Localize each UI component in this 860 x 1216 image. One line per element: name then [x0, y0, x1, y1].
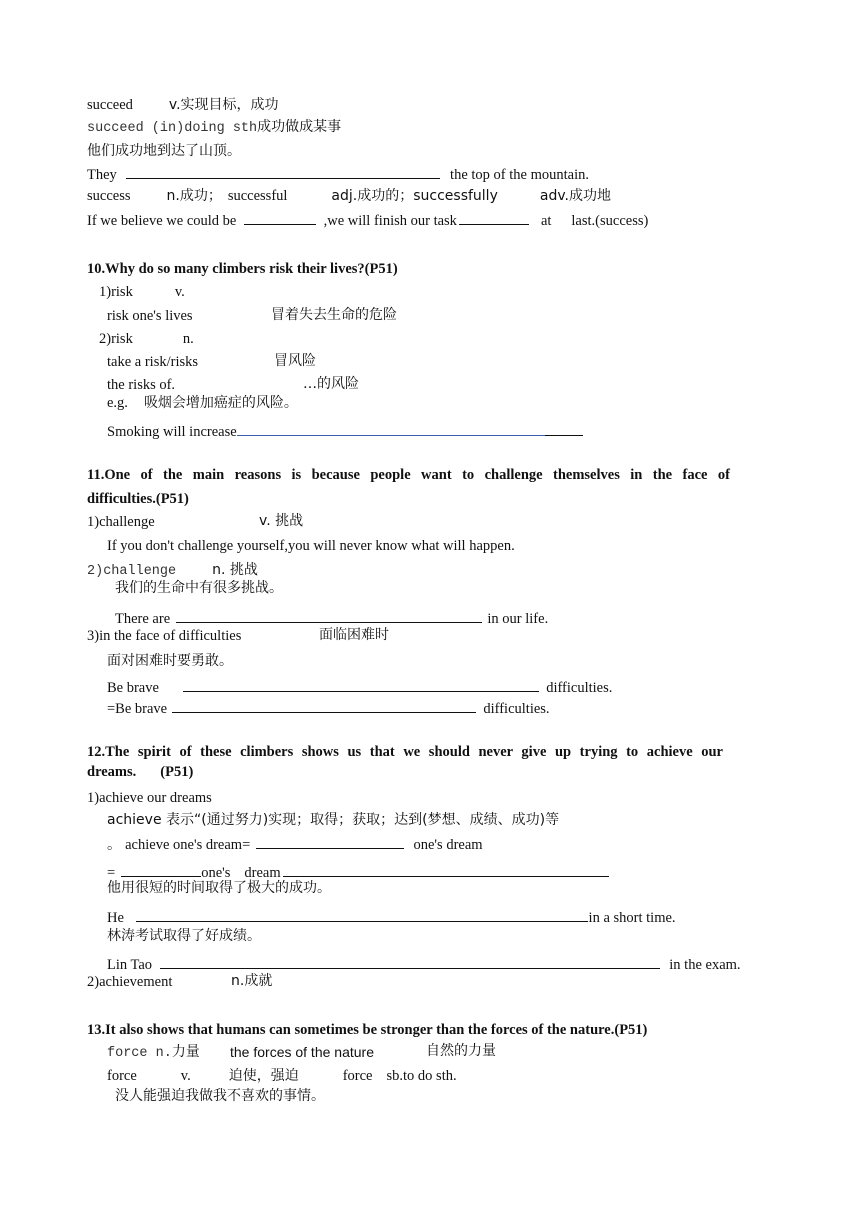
def-succeed-in: 成功做成某事 [257, 119, 342, 135]
text-in-the-exam: in the exam. [669, 957, 741, 973]
def-forces-of-nature: 自然的力量 [426, 1043, 496, 1059]
answer-blank[interactable] [237, 421, 545, 436]
pattern-sb-to-do-sth: sb.to do sth. [386, 1068, 457, 1084]
item-achievement [87, 973, 172, 991]
word-force-n: force n. [107, 1046, 172, 1061]
pos-force-v: v. [180, 1068, 191, 1084]
label-challenge-v: 1)challenge [87, 514, 155, 530]
text-achieve-ones-dream: 。 achieve one's dream= [107, 837, 251, 853]
text-in-our-life: in our life. [487, 611, 549, 627]
vocab-line-succeed [87, 96, 279, 114]
pos-v: v. [174, 284, 185, 300]
item-in-the-face-of: 3)in the face of difficulties [87, 628, 242, 644]
text-top-of-mountain: the top of the mountain. [450, 167, 589, 183]
heading-12-line1: 12.The spirit of these climbers shows us that we should never give up trying to achieve our [87, 744, 723, 760]
label-achievement: 2)achievement [87, 974, 173, 990]
answer-blank[interactable] [160, 954, 660, 969]
word-successful: successful [227, 188, 288, 204]
phrase-forces-of-nature: the forces of the nature [230, 1044, 374, 1060]
def-challenge-v: v. 挑战 [259, 513, 304, 529]
item-challenge-v [87, 513, 155, 531]
fill-line-he [107, 907, 676, 927]
fill-line-smoking [107, 421, 583, 441]
def-successfully: adv.成功地 [539, 188, 611, 204]
text-lin-tao: Lin Tao [107, 957, 153, 973]
label-challenge-n: 2)challenge [87, 564, 177, 579]
answer-blank[interactable] [172, 698, 476, 713]
def-force-v: 迫使，强迫 [228, 1068, 299, 1084]
fill-line-success [87, 210, 648, 230]
fill-line-be-brave [107, 677, 612, 697]
fill-line-there-are [115, 608, 548, 628]
def-force-n: 力量 [171, 1044, 200, 1060]
text-in-a-short-time: in a short time. [588, 910, 676, 926]
phrase-take-a-risk: take a risk/risks [107, 354, 199, 370]
def-successful: adj.成功的；successfully [331, 188, 498, 204]
heading-12-line2 [87, 763, 193, 781]
answer-blank-tail [545, 421, 583, 436]
word-succeed: succeed [87, 97, 133, 113]
heading-11-line2: difficulties.(P51) [87, 491, 189, 507]
word-force-v: force [107, 1068, 137, 1084]
def-success: n.成功； [166, 188, 222, 204]
phrase-risk-lives: risk one's lives [107, 308, 193, 324]
text-dream: dream [244, 865, 281, 881]
word-family-line [87, 187, 611, 205]
item-achieve-dreams: 1)achieve our dreams [87, 790, 212, 806]
eg-cn-sentence: 吸烟会增加癌症的风险。 [143, 395, 298, 411]
text-we-will-finish: ,we will finish our task [323, 213, 457, 229]
def-take-a-risk: 冒风险 [274, 353, 316, 369]
text-at: at [540, 213, 552, 229]
def-in-the-face-of: 面临困难时 [319, 627, 389, 643]
pos-n: n. [182, 331, 194, 347]
text-eq-be-brave: =Be brave [107, 701, 168, 717]
text-difficulties: difficulties. [546, 680, 613, 696]
label-risk-n: 2)risk [99, 331, 133, 347]
def-succeed: v.实现目标，成功 [168, 97, 279, 113]
answer-blank[interactable] [176, 608, 482, 623]
cn-challenges: 我们的生命中有很多挑战。 [115, 580, 283, 596]
item-risk-n [99, 330, 194, 348]
text-if-we-believe: If we believe we could be [87, 213, 237, 229]
force-noun-line [107, 1043, 200, 1063]
achieve-note: achieve 表示“(通过努力)实现；取得；获取；达到(梦想、成绩、成功)等 [107, 812, 560, 828]
answer-blank[interactable] [121, 862, 201, 877]
heading-11-line1: 11.One of the main reasons is because people want to challenge themselves in the face of [87, 467, 730, 483]
fill-line-achieve-dream [107, 834, 483, 854]
def-the-risks-of: …的风险 [303, 376, 359, 392]
answer-blank[interactable] [244, 210, 316, 225]
example-line [107, 394, 298, 412]
heading-10: 10.Why do so many climbers risk their lives?(P51) [87, 261, 398, 277]
eg-label: e.g. [107, 395, 128, 411]
cn-sentence: 他们成功地到达了山顶。 [87, 143, 241, 159]
text-last-success: last.(success) [571, 213, 649, 229]
text-ones: one's [201, 865, 231, 881]
heading-12-page: (P51) [160, 764, 194, 780]
heading-13: 13.It also shows that humans can sometimes be stronger than the forces of the nature.(P51) [87, 1022, 648, 1038]
def-challenge-n: n. 挑战 [212, 562, 258, 578]
text-smoking-will-increase: Smoking will increase [107, 424, 237, 440]
cn-no-one-can-force: 没人能强迫我做我不喜欢的事情。 [115, 1088, 325, 1104]
text-difficulties: difficulties. [483, 701, 550, 717]
answer-blank[interactable] [136, 907, 588, 922]
word-success: success [87, 188, 131, 204]
text-equals: = [107, 865, 116, 881]
word-force-pattern: force [342, 1068, 373, 1084]
text-there-are: There are [115, 611, 171, 627]
text-ones-dream: one's dream [413, 837, 483, 853]
phrase-line-succeed-in [87, 118, 341, 138]
answer-blank[interactable] [459, 210, 529, 225]
text-he: He [107, 910, 124, 926]
text-be-brave: Be brave [107, 680, 159, 696]
fill-line-be-brave-alt [107, 698, 550, 718]
phrase-the-risks-of: the risks of. [107, 377, 176, 393]
item-challenge-n [87, 561, 258, 581]
fill-line-they [87, 164, 589, 184]
cn-lin-tao: 林涛考试取得了好成绩。 [107, 928, 261, 944]
phrase-line-risk-lives [107, 307, 193, 325]
phrase-succeed-in: succeed (in)doing sth [87, 121, 258, 136]
answer-blank[interactable] [126, 164, 440, 179]
force-verb-line [107, 1067, 457, 1085]
answer-blank[interactable] [256, 834, 404, 849]
answer-blank[interactable] [283, 862, 609, 877]
heading-12-dreams: dreams. [87, 764, 137, 780]
label-risk-v: 1)risk [99, 284, 133, 300]
cn-be-brave: 面对困难时要勇敢。 [107, 653, 233, 669]
fill-line-lin-tao [107, 954, 741, 974]
text-they: They [87, 167, 117, 183]
def-achievement: n.成就 [231, 973, 273, 989]
item-risk-v [99, 283, 185, 301]
example-challenge: If you don't challenge yourself,you will never know what will happen. [107, 538, 515, 554]
answer-blank[interactable] [183, 677, 539, 692]
def-risk-lives: 冒着失去生命的危险 [271, 307, 397, 323]
cn-great-success: 他用很短的时间取得了极大的成功。 [107, 880, 331, 896]
